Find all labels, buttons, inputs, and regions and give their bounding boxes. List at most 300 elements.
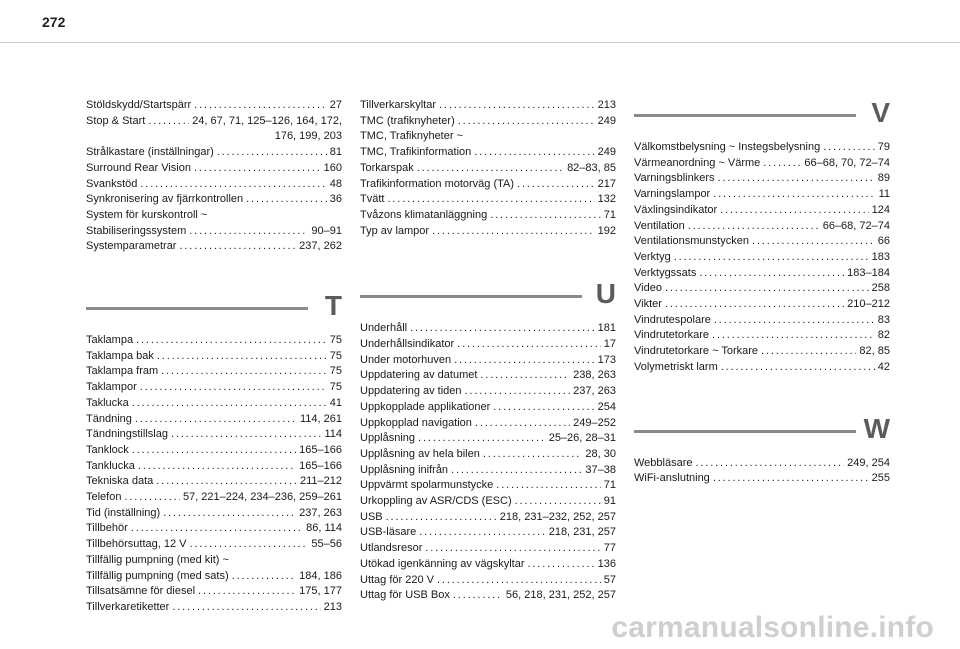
entry-pages: 91 (603, 495, 616, 508)
index-entry (86, 443, 342, 459)
entry-pages: 210–212 (847, 298, 890, 311)
dot-leader (458, 114, 595, 130)
index-entry (86, 584, 342, 600)
section-rule (634, 114, 856, 117)
entry-term: Ventilation (634, 219, 685, 232)
entry-term: Taklampa bak (86, 349, 154, 362)
entry-pages: 17 (603, 338, 616, 351)
entry-term: Vindrutetorkare (634, 329, 710, 342)
dot-leader (493, 400, 594, 416)
index-entry (86, 333, 342, 349)
entry-term: Trafikinformation motorväg (TA) (360, 177, 515, 190)
index-entry (86, 145, 342, 161)
dot-leader (163, 506, 296, 522)
entry-pages: 249 (597, 146, 616, 159)
entry-pages: 249–252 (573, 416, 616, 429)
dot-leader (761, 344, 856, 360)
entry-term: Upplåsning (360, 432, 416, 445)
entry-pages: 55–56 (311, 538, 342, 551)
entry-pages: 25–26, 28–31 (548, 432, 616, 445)
dot-leader (410, 321, 595, 337)
entry-pages: 217 (597, 177, 616, 190)
dot-leader (194, 98, 327, 114)
dot-leader (474, 145, 594, 161)
dot-leader (148, 114, 189, 130)
entry-pages: 160 (323, 161, 342, 174)
index-entry (86, 521, 342, 537)
entry-pages: 254 (597, 400, 616, 413)
entry-pages: 27 (329, 99, 342, 111)
dot-leader (720, 203, 868, 219)
entry-term: Webbläsare (634, 456, 693, 469)
entry-term: USB (360, 510, 383, 523)
entry-term: Uppvärmt spolarmunstycke (360, 479, 494, 492)
entry-term: Tillverkarskyltar (360, 99, 436, 111)
dot-leader (132, 396, 327, 412)
dot-leader (140, 380, 327, 396)
index-entry (360, 447, 616, 463)
entry-pages: 237, 263 (573, 385, 616, 398)
dot-leader (457, 337, 601, 353)
entry-term: Varningsblinkers (634, 172, 715, 185)
dot-leader (674, 250, 869, 266)
entry-term: Tvätt (360, 193, 385, 206)
entry-pages: 213 (323, 600, 342, 613)
section-rule (86, 307, 308, 310)
entry-pages: 90–91 (311, 224, 342, 237)
entry-term: Värmeanordning ~ Värme (634, 156, 761, 169)
entry-pages: 41 (329, 396, 342, 409)
dot-leader (432, 224, 595, 240)
index-entry (86, 490, 342, 506)
dot-leader (156, 474, 297, 490)
entry-term: Synkronisering av fjärrkontrollen (86, 193, 244, 206)
entry-term: Video (634, 282, 662, 295)
dot-leader (439, 98, 595, 114)
dot-leader (198, 584, 296, 600)
entry-pages: 218, 231, 257 (548, 526, 616, 539)
dot-leader (823, 140, 875, 156)
dot-leader (714, 313, 875, 329)
index-entry (634, 203, 890, 219)
index-entry (634, 171, 890, 187)
entry-term: Stop & Start (86, 114, 146, 127)
index-entry (360, 208, 616, 224)
entry-term: Svankstöd (86, 177, 138, 190)
entry-term: Tanklock (86, 443, 129, 456)
entry-term: Upplåsning av hela bilen (360, 447, 480, 460)
dot-leader (454, 353, 595, 369)
index-entry (360, 431, 616, 447)
entry-term: USB-läsare (360, 526, 417, 539)
entry-term: Typ av lampor (360, 224, 430, 237)
entry-term: Tvåzons klimatanläggning (360, 208, 488, 221)
dot-leader (490, 208, 601, 224)
section-letter: W (863, 412, 890, 444)
entry-term: Stabiliseringssystem (86, 224, 187, 237)
entry-term: TMC (trafiknyheter) (360, 114, 455, 127)
entry-term: Uppkopplade applikationer (360, 400, 491, 413)
entry-pages: 211–212 (299, 475, 342, 488)
index-section (360, 98, 616, 239)
dot-leader (752, 234, 875, 250)
entry-term: Strålkastare (inställningar) (86, 146, 214, 159)
entry-term: Verktygssats (634, 266, 697, 279)
entry-pages: 249 (597, 114, 616, 127)
index-entry (360, 416, 616, 432)
entry-pages: 11 (878, 188, 890, 201)
entry-term: Tändning (86, 412, 132, 425)
section-header (634, 98, 890, 128)
entry-pages: 183–184 (847, 266, 890, 279)
dot-leader (189, 224, 308, 240)
index-entry (360, 129, 616, 145)
entry-term: Utökad igenkänning av vägskyltar (360, 557, 525, 570)
index-entry (86, 412, 342, 428)
index-entry (86, 224, 342, 240)
entry-pages: 176, 199, 203 (274, 130, 342, 143)
index-entry (634, 156, 890, 172)
dot-leader (763, 156, 801, 172)
index-entry (634, 328, 890, 344)
index-section-w (634, 414, 890, 487)
dot-leader (417, 161, 564, 177)
index-entry (86, 537, 342, 553)
dot-leader (665, 281, 869, 297)
index-entry (86, 380, 342, 396)
dot-leader (465, 384, 571, 400)
entry-pages: 114, 261 (299, 412, 342, 425)
entry-pages: 66 (877, 235, 890, 248)
index-entry (360, 478, 616, 494)
index-section-t (86, 291, 342, 616)
dot-leader (419, 525, 545, 541)
entry-pages: 24, 67, 71, 125–126, 164, 172, (192, 114, 342, 127)
entry-term: Telefon (86, 491, 122, 504)
entry-pages: 132 (597, 193, 616, 206)
index-entry (86, 98, 342, 114)
entry-term: Utlandsresor (360, 542, 423, 555)
dot-leader (232, 569, 297, 585)
index-entry (360, 145, 616, 161)
index-entry (360, 557, 616, 573)
dot-leader (699, 266, 844, 282)
index-entry (86, 192, 342, 208)
entry-term: Torkarspak (360, 161, 414, 174)
index-entry (360, 541, 616, 557)
dot-leader (194, 161, 321, 177)
dot-leader (136, 333, 327, 349)
section-header (360, 279, 616, 309)
entry-term: Tillsatsämne för diesel (86, 585, 196, 598)
entry-term: Växlingsindikator (634, 203, 718, 216)
entry-term: Tillverkaretiketter (86, 600, 170, 613)
entry-pages: 36 (329, 193, 342, 206)
entry-term: Stöldskydd/Startspärr (86, 99, 192, 111)
entry-pages: 28, 30 (585, 447, 616, 460)
index-entry (86, 459, 342, 475)
dot-leader (246, 192, 327, 208)
entry-term: Uttag för 220 V (360, 573, 434, 586)
index-entry (634, 187, 890, 203)
entry-term: Tändningstillslag (86, 428, 168, 441)
index-entry (86, 364, 342, 380)
index-entry (86, 239, 342, 255)
index-entry (360, 114, 616, 130)
entry-term: Uppdatering av tiden (360, 385, 462, 398)
dot-leader (217, 145, 327, 161)
entry-term: Ventilationsmunstycken (634, 235, 749, 248)
index-entry (634, 234, 890, 250)
index-entry (360, 177, 616, 193)
dot-leader (665, 297, 844, 313)
index-entry (86, 177, 342, 193)
dot-leader (437, 573, 601, 589)
entry-pages: 71 (603, 479, 616, 492)
entry-term: Tanklucka (86, 459, 135, 472)
entry-term: Taklampor (86, 381, 137, 394)
index-entry (634, 297, 890, 313)
index-entry (86, 553, 342, 569)
dot-leader (124, 490, 179, 506)
entry-term: Välkomstbelysning ~ Instegsbelysning (634, 141, 821, 153)
index-column-2 (360, 98, 616, 604)
entry-term: Vikter (634, 298, 662, 311)
entry-pages: 82, 85 (859, 345, 890, 358)
entry-term: Uttag för USB Box (360, 589, 450, 602)
entry-pages: 75 (329, 349, 342, 362)
dot-leader (140, 177, 326, 193)
entry-pages: 66–68, 72–74 (822, 219, 890, 232)
section-letter: U (595, 278, 616, 310)
index-entry (86, 161, 342, 177)
index-entry (86, 506, 342, 522)
entry-pages: 82–83, 85 (567, 161, 616, 174)
page-number: 272 (42, 14, 66, 30)
dot-leader (515, 494, 601, 510)
entry-pages: 79 (877, 141, 890, 153)
entry-term: Taklampa (86, 334, 134, 347)
entry-term: Volymetriskt larm (634, 360, 718, 373)
entry-term: Tillfällig pumpning (med kit) ~ (86, 553, 229, 566)
entry-term: Varningslampor (634, 188, 711, 201)
index-column-1 (86, 98, 342, 616)
dot-leader (721, 360, 875, 376)
dot-leader (171, 427, 322, 443)
entry-pages: 213 (597, 99, 616, 111)
entry-pages: 183 (871, 250, 890, 263)
section-letter: V (871, 97, 890, 128)
entry-term: Taklucka (86, 396, 129, 409)
index-entry (360, 588, 616, 604)
index-entry (360, 384, 616, 400)
index-entry (360, 368, 616, 384)
entry-pages: 71 (603, 208, 616, 221)
entry-term: WiFi-anslutning (634, 472, 710, 485)
index-section-v (634, 98, 890, 376)
entry-pages: 77 (603, 542, 616, 555)
dot-leader (496, 478, 600, 494)
entry-pages: 48 (329, 177, 342, 190)
dot-leader (480, 368, 570, 384)
entry-pages: 218, 231–232, 252, 257 (499, 510, 616, 523)
index-entry (360, 321, 616, 337)
entry-pages: 86, 114 (306, 522, 342, 535)
dot-leader (696, 456, 845, 472)
index-entry (634, 313, 890, 329)
entry-pages: 89 (877, 172, 890, 185)
entry-pages: 124 (871, 203, 890, 216)
entry-pages: 184, 186 (299, 569, 342, 582)
entry-pages: 114 (324, 428, 342, 441)
index-entry (360, 161, 616, 177)
entry-pages: 165–166 (299, 459, 342, 472)
index-entry (360, 510, 616, 526)
entry-term: TMC, Trafiknyheter ~ (360, 130, 464, 143)
entry-pages: 249, 254 (847, 456, 890, 469)
entry-pages: 75 (329, 381, 342, 394)
watermark: carmanualsonline.info (611, 611, 934, 644)
entry-term: Vindrutespolare (634, 313, 711, 326)
entry-term: Systemparametrar (86, 240, 177, 253)
index-entry (86, 600, 342, 616)
entry-term: System för kurskontroll ~ (86, 208, 208, 221)
index-entry (634, 281, 890, 297)
dot-leader (475, 416, 570, 432)
entry-pages: 192 (597, 224, 616, 237)
dot-leader (713, 471, 869, 487)
index-entry (634, 250, 890, 266)
dot-leader (451, 463, 582, 479)
entry-pages: 175, 177 (299, 585, 342, 598)
entry-term: Underhållsindikator (360, 338, 455, 351)
index-entry (634, 219, 890, 235)
entry-term: Upplåsning inifrån (360, 463, 449, 476)
dot-leader (517, 177, 595, 193)
dot-leader (189, 537, 308, 553)
dot-leader (386, 510, 497, 526)
index-entry (634, 266, 890, 282)
section-rule (360, 295, 582, 298)
index-entry (360, 192, 616, 208)
entry-term: Tekniska data (86, 475, 154, 488)
index-entry (360, 463, 616, 479)
index-entry (86, 129, 342, 145)
dot-leader (387, 192, 594, 208)
entry-pages: 37–38 (585, 463, 616, 476)
dot-leader (172, 600, 320, 616)
entry-term: Taklampa fram (86, 365, 159, 378)
entry-term: Underhåll (360, 322, 408, 335)
index-entry (634, 344, 890, 360)
section-header (86, 291, 342, 321)
index-section-u (360, 279, 616, 604)
dot-leader (713, 187, 875, 203)
dot-leader (527, 557, 594, 573)
entry-term: TMC, Trafikinformation (360, 146, 472, 159)
dot-leader (157, 349, 327, 365)
dot-leader (718, 171, 875, 187)
header-divider (0, 42, 960, 43)
dot-leader (425, 541, 600, 557)
index-entry (360, 400, 616, 416)
index-entry (634, 140, 890, 156)
section-rule (634, 430, 856, 433)
entry-term: Urkoppling av ASR/CDS (ESC) (360, 495, 512, 508)
index-entry (360, 494, 616, 510)
index-entry (634, 471, 890, 487)
entry-term: Under motorhuven (360, 353, 452, 366)
index-entry (86, 569, 342, 585)
index-entry (86, 427, 342, 443)
dot-leader (483, 447, 583, 463)
entry-pages: 83 (877, 313, 890, 326)
dot-leader (418, 431, 546, 447)
section-header (634, 414, 890, 444)
entry-pages: 56, 218, 231, 252, 257 (505, 589, 616, 602)
index-entry (360, 337, 616, 353)
entry-pages: 82 (877, 329, 890, 342)
entry-pages: 81 (329, 146, 342, 159)
section-letter: T (324, 290, 342, 322)
index-entry (360, 525, 616, 541)
entry-pages: 258 (871, 282, 890, 295)
dot-leader (132, 443, 296, 459)
entry-term: Tid (inställning) (86, 506, 161, 519)
entry-pages: 181 (597, 322, 616, 335)
entry-pages: 57, 221–224, 234–236, 259–261 (182, 491, 342, 504)
entry-pages: 173 (597, 353, 616, 366)
dot-leader (131, 521, 303, 537)
dot-leader (712, 328, 875, 344)
index-column-3 (634, 98, 890, 487)
dot-leader (135, 412, 297, 428)
entry-term: Tillfällig pumpning (med sats) (86, 569, 229, 582)
index-entry (634, 456, 890, 472)
dot-leader (138, 459, 296, 475)
entry-term: Uppdatering av datumet (360, 369, 478, 382)
index-entry (360, 224, 616, 240)
entry-term: Uppkopplad navigation (360, 416, 472, 429)
dot-leader (453, 588, 503, 604)
entry-pages: 238, 263 (573, 369, 616, 382)
index-entry (86, 114, 342, 130)
entry-pages: 255 (871, 472, 890, 485)
entry-pages: 75 (329, 365, 342, 378)
entry-pages: 136 (597, 557, 616, 570)
dot-leader (179, 239, 296, 255)
entry-term: Tillbehör (86, 522, 128, 535)
entry-term: Tillbehörsuttag, 12 V (86, 538, 187, 551)
index-entry (86, 208, 342, 224)
index-entry (86, 396, 342, 412)
index-section (86, 98, 342, 255)
entry-pages: 42 (877, 360, 890, 373)
index-entry (360, 98, 616, 114)
entry-pages: 57 (603, 573, 616, 586)
entry-term: Surround Rear Vision (86, 161, 191, 174)
entry-pages: 237, 262 (299, 240, 342, 253)
entry-pages: 75 (329, 334, 342, 347)
dot-leader (688, 219, 820, 235)
index-entry (634, 360, 890, 376)
dot-leader (161, 364, 327, 380)
index-entry (86, 474, 342, 490)
entry-pages: 66–68, 70, 72–74 (804, 156, 890, 169)
entry-term: Vindrutetorkare ~ Torkare (634, 345, 759, 358)
index-entry (86, 349, 342, 365)
entry-pages: 237, 263 (299, 506, 342, 519)
